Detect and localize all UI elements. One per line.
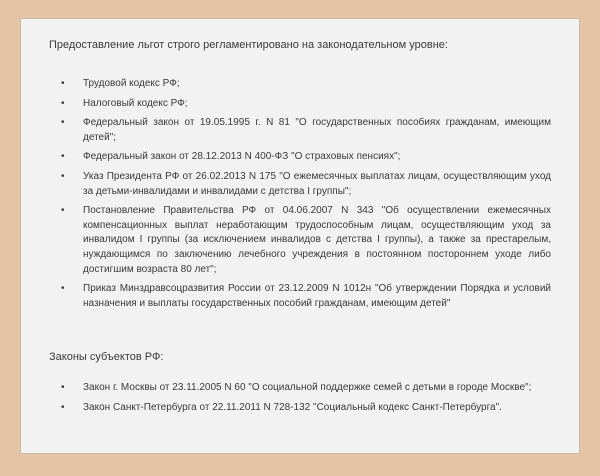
intro-text: Предоставление льгот строго регламентировано на законодательном уровне: [49,39,448,51]
list-item-text: Указ Президента РФ от 26.02.2013 N 175 "О ежемесячных выплатах лицам, осуществляющим уход за детьми-инвалидами и инвалидами с детства I группы"; [83,170,551,197]
bullet-icon: • [61,97,65,109]
list-item [61,204,551,277]
list-item-text: Налоговый кодекс РФ; [83,97,188,109]
list-item [61,150,551,165]
bullet-icon: • [61,170,65,182]
list-item-text: Постановление Правительства РФ от 04.06.2007 N 343 "Об осуществлении ежемесячных компенсационных выплат неработающим трудоспособным лицам, осуществляющим уход за инвалидом I группы (за исключением инвалидов с детства I группы), а также за престарелым, нуждающимся по заключению лечебного учреждения в постоянном постороннем уходе либо достигшим возраста 80 лет"; [83,205,551,275]
list-item [61,381,551,396]
list-item [61,170,551,199]
document-panel [20,18,580,454]
list-item [61,282,551,311]
list-item-text: Федеральный закон от 28.12.2013 N 400-ФЗ "О страховых пенсиях"; [83,151,401,163]
list-item [61,77,551,92]
bullet-icon: • [61,205,65,217]
regional-laws-heading: Законы субъектов РФ: [49,351,164,363]
bullet-icon: • [61,117,65,129]
list-item-text: Приказ Минздравсоцразвития России от 23.12.2009 N 1012н "Об утверждении Порядка и условий назначения и выплаты государственных пособий гражданам, имеющим детей" [83,283,551,309]
list-item [61,401,551,416]
bullet-icon: • [61,283,65,295]
list-item [61,97,551,112]
bullet-icon: • [61,151,65,163]
list-item-text: Федеральный закон от 19.05.1995 г. N 81 "О государственных пособиях гражданам, имеющим детей"; [83,117,551,143]
bullet-icon: • [61,78,65,89]
federal-law-list [61,77,551,316]
bullet-icon: • [61,382,65,393]
list-item [61,116,551,145]
list-item-text: Закон Санкт-Петербурга от 22.11.2011 N 728-132 "Социальный кодекс Санкт-Петербурга". [83,401,502,413]
list-item-text: Трудовой кодекс РФ; [83,78,180,89]
bullet-icon: • [61,401,65,413]
regional-law-list [61,381,551,420]
list-item-text: Закон г. Москвы от 23.11.2005 N 60 "О социальной поддержке семей с детьми в городе Москве"; [83,382,532,393]
